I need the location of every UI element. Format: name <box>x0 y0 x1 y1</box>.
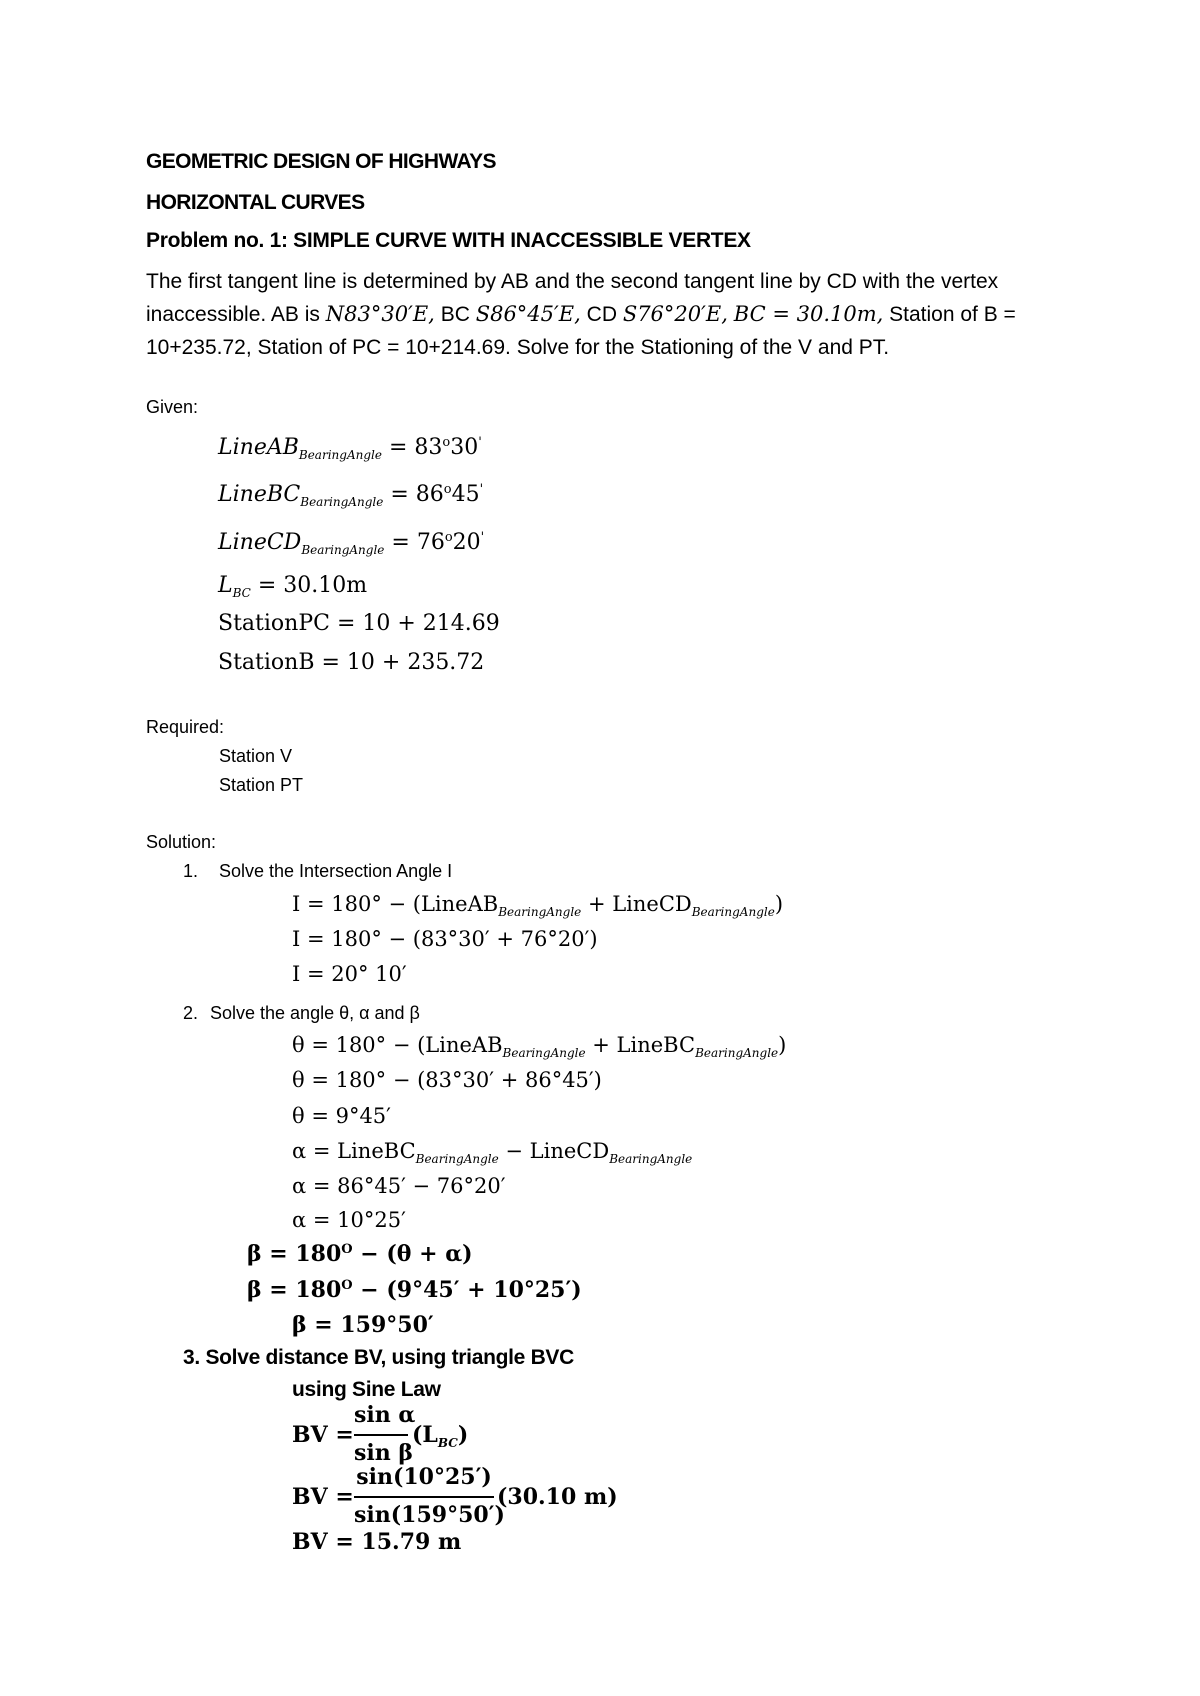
fraction-bar <box>354 1496 494 1498</box>
formula-2-fraction <box>354 1464 505 1530</box>
given-station-b: StationB = 10 + 235.72 <box>218 650 485 675</box>
step-1-eq-2: I = 180° − (83°30′ + 76°20′) <box>292 927 598 951</box>
step-2-eq-5: α = 86°45′ − 76°20′ <box>292 1174 506 1198</box>
given-line-ab: LineAB$_{BearingAngle}$ = $83^o30'$ <box>218 435 482 462</box>
problem-heading: Problem no. 1: SIMPLE CURVE WITH INACCESSIBLE VERTEX <box>146 229 751 252</box>
step-2-eq-1: θ = 180° − (LineAB$_{BearingAngle}$ + LineBC$_{BearingAngle}$) <box>292 1033 787 1060</box>
bv-result: BV = 15.79 m <box>292 1529 462 1555</box>
bearing-cd: S76°20′E, <box>622 302 728 326</box>
step-2-eq-7: $\beta = 180^O - (\theta + \alpha)$ <box>247 1241 473 1267</box>
problem-text-line-1: The first tangent line is determined by AB and the second tangent line by CD with the vertex <box>146 270 999 293</box>
problem-text-line-2: inaccessible. AB is N83°30′E, BC S86°45′E, CD S76°20′E, BC = 30.10m, Station of B = <box>146 302 1016 326</box>
given-station-pc: StationPC = 10 + 214.69 <box>218 611 500 636</box>
document-title: GEOMETRIC DESIGN OF HIGHWAYS <box>146 150 496 173</box>
step-1-number: 1. <box>183 861 199 881</box>
formula-1-fraction <box>354 1402 416 1468</box>
given-line-bc: LineBC$_{BearingAngle}$ = $86^o45'$ <box>218 482 484 509</box>
step-2-eq-9: β = 159°50′ <box>292 1312 434 1338</box>
step-1-eq-1: I = 180° − (LineAB$_{BearingAngle}$ + LineCD$_{BearingAngle}$) <box>292 892 784 919</box>
formula-2-denominator: sin(159°50′) <box>354 1502 505 1528</box>
step-2-eq-3: θ = 9°45′ <box>292 1104 391 1128</box>
step-3-subtitle: using Sine Law <box>292 1378 441 1401</box>
required-item: Station PT <box>219 775 304 795</box>
given-line-cd: LineCD$_{BearingAngle}$ = $76^o20'$ <box>218 530 485 557</box>
formula-1-rhs: $(L_{BC})$ <box>412 1422 469 1450</box>
step-3-title: 3. Solve distance BV, using triangle BVC <box>183 1346 575 1369</box>
step-2-eq-4: α = LineBC$_{BearingAngle}$ − LineCD$_{BearingAngle}$ <box>292 1139 693 1166</box>
step-1-eq-3: I = 20° 10′ <box>292 962 407 986</box>
step-2-number: 2. <box>183 1003 199 1023</box>
section-subtitle: HORIZONTAL CURVES <box>146 191 365 214</box>
formula-1-lhs: BV = <box>292 1422 354 1448</box>
step-1-title: Solve the Intersection Angle I <box>219 861 453 881</box>
step-2-eq-8: $\beta = 180^O - (9^\circ 45' + 10^\circ 25')$ <box>247 1277 582 1303</box>
step-2-title: Solve the angle θ, α and β <box>210 1003 420 1023</box>
solution-label: Solution: <box>146 832 217 852</box>
bearing-ab: N83°30′E, <box>325 302 435 326</box>
formula-1-denominator: sin β <box>354 1440 414 1466</box>
given-length-bc: $L_{BC} = 30.10m$ <box>218 573 368 600</box>
fraction-bar <box>354 1434 408 1436</box>
step-2-eq-6: α = 10°25′ <box>292 1208 406 1232</box>
required-item: Station V <box>219 746 293 766</box>
given-label: Given: <box>146 397 199 417</box>
step-2-eq-2: θ = 180° − (83°30′ + 86°45′) <box>292 1068 602 1092</box>
required-label: Required: <box>146 717 225 737</box>
length-bc: BC = 30.10m, <box>733 302 884 326</box>
formula-1-numerator: sin α <box>354 1402 416 1428</box>
bearing-bc: S86°45′E, <box>475 302 581 326</box>
problem-text-line-3: 10+235.72, Station of PC = 10+214.69. Solve for the Stationing of the V and PT. <box>146 336 890 359</box>
formula-2-lhs: BV = <box>292 1484 354 1510</box>
formula-2-numerator: sin(10°25′) <box>356 1464 492 1490</box>
formula-2-rhs: (30.10 m) <box>497 1484 618 1510</box>
